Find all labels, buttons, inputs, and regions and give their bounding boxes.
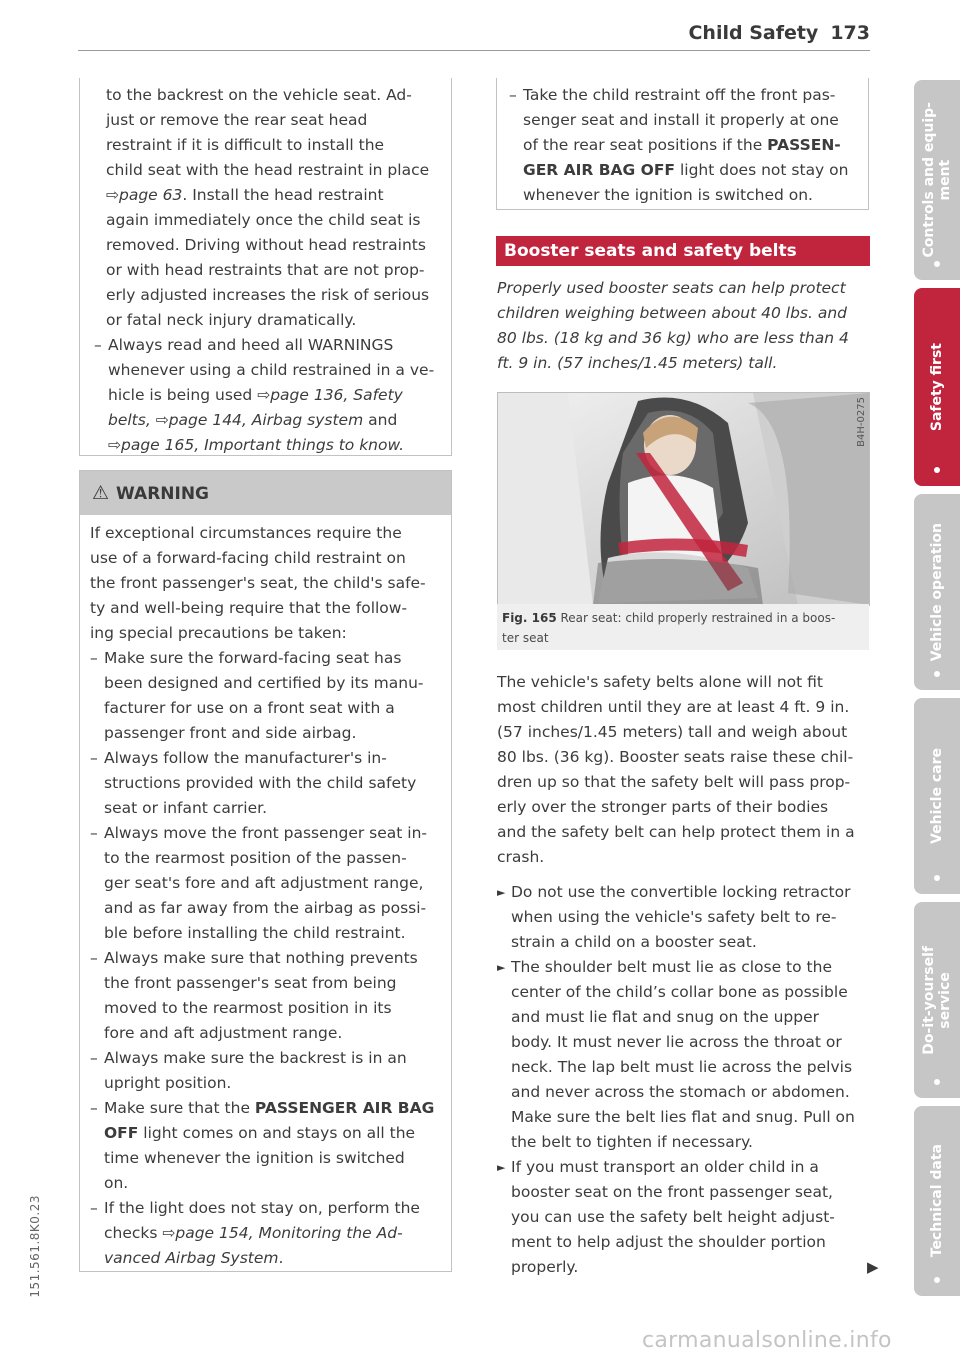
line: ble before installing the child restraint.	[104, 924, 406, 942]
continue-arrow-icon: ▶	[867, 1258, 879, 1276]
section-title: Booster seats and safety belts	[496, 236, 870, 266]
page-ref-144[interactable]: ⇨page 144, Airbag system	[155, 411, 364, 429]
line: structions provided with the child safety	[104, 774, 417, 792]
line: removed. Driving without head restraints	[106, 236, 426, 254]
list-item	[90, 1196, 441, 1271]
line: 80 lbs. (36 kg). Booster seats raise these chil-	[497, 748, 854, 766]
tab-label: Vehicle care	[929, 748, 945, 844]
document-code: 151.561.8K0.23	[28, 1195, 42, 1298]
list-item	[90, 821, 441, 946]
figure-label: Fig. 165	[502, 611, 557, 625]
line: or fatal neck injury dramatically.	[106, 311, 357, 329]
line: ment to help adjust the shoulder portion	[511, 1233, 826, 1251]
line: to the rearmost position of the passen-	[104, 849, 407, 867]
figure-image	[497, 392, 870, 606]
line: Take the child restraint off the front pas-	[523, 86, 836, 104]
line: center of the child’s collar bone as possible	[511, 983, 848, 1001]
and-text: and	[363, 411, 398, 429]
tab-label: Safety first	[929, 342, 945, 432]
tab-controls-and-equipment[interactable]	[914, 80, 960, 280]
line: you can use the safety belt height adjust-	[511, 1208, 835, 1226]
line: (57 inches/1.45 meters) tall and weigh about	[497, 723, 848, 741]
line: and must lie flat and snug on the upper	[511, 1008, 820, 1026]
line: been designed and certified by its manu-	[104, 674, 424, 692]
line: ty and well-being require that the follow-	[90, 599, 408, 617]
line: If the light does not stay on, perform the	[104, 1199, 420, 1217]
tab-label: Technical data	[929, 1144, 945, 1258]
line: ing special precautions be taken:	[90, 624, 347, 642]
bold-text: OFF	[104, 1124, 139, 1142]
line: time whenever the ignition is switched	[104, 1149, 405, 1167]
list-item	[90, 946, 441, 1046]
line: Do not use the convertible locking retractor	[511, 883, 851, 901]
page-ref-136-cont[interactable]: belts,	[108, 411, 151, 429]
line: checks	[104, 1224, 163, 1242]
line: whenever the ignition is switched on.	[523, 186, 813, 204]
bold-text: GER AIR BAG OFF	[523, 161, 676, 179]
tab-technical-data[interactable]	[914, 1106, 960, 1296]
section-name: Child Safety	[688, 22, 819, 44]
warning-title: WARNING	[116, 484, 210, 504]
line: just or remove the rear seat head	[106, 111, 368, 129]
line: and never across the stomach or abdomen.	[511, 1083, 850, 1101]
tab-dot-icon	[934, 875, 940, 881]
line: Make sure that the	[104, 1099, 255, 1117]
line: the front passenger's seat from being	[104, 974, 397, 992]
page-ref-165[interactable]: ⇨page 165, Important things to know.	[108, 436, 405, 454]
line: and as far away from the airbag as possi-	[104, 899, 427, 917]
line: If you must transport an older child in a	[511, 1158, 819, 1176]
tab-do-it-yourself-service[interactable]	[914, 902, 960, 1098]
watermark: carmanualsonline.info	[642, 1328, 892, 1353]
list-item	[90, 1096, 441, 1196]
caption-text: Rear seat: child properly restrained in a boos-	[556, 611, 836, 625]
tab-dot-icon	[934, 467, 940, 473]
line: erly over the stronger parts of their bodies	[497, 798, 829, 816]
line: Always follow the manufacturer's in-	[104, 749, 387, 767]
page-ref-136[interactable]: ⇨page 136, Safety	[257, 386, 403, 404]
line: light comes on and stays on all the	[138, 1124, 416, 1142]
line: Make sure the forward-facing seat has	[104, 649, 402, 667]
line: . Install the head restraint	[182, 186, 384, 204]
line: seat or infant carrier.	[104, 799, 268, 817]
line: If exceptional circumstances require the	[90, 524, 402, 542]
line: The shoulder belt must lie as close to the	[511, 958, 832, 976]
bold-text: PASSENGER AIR BAG	[254, 1099, 435, 1117]
body-paragraph	[497, 670, 869, 870]
booster-seat-illustration	[498, 393, 869, 605]
warning-triangle-icon: ⚠	[92, 482, 110, 504]
line: child seat with the head restraint in place	[106, 161, 430, 179]
tab-dot-icon	[934, 1277, 940, 1283]
line: the front passenger's seat, the child's safe-	[90, 574, 426, 592]
line: ft. 9 in. (57 inches/1.45 meters) tall.	[497, 354, 778, 372]
line: or with head restraints that are not prop-	[106, 261, 425, 279]
page-ref-154[interactable]: ⇨page 154, Monitoring the Ad-	[162, 1224, 403, 1242]
line: when using the vehicle's safety belt to re-	[511, 908, 837, 926]
line: again immediately once the child seat is	[106, 211, 421, 229]
header-rule	[78, 50, 870, 51]
line: whenever using a child restrained in a ve-	[108, 361, 435, 379]
line: dren up so that the safety belt will pass prop-	[497, 773, 851, 791]
tab-vehicle-care[interactable]	[914, 698, 960, 894]
bullet-item	[497, 880, 869, 955]
page-header	[688, 22, 870, 44]
warning-box	[79, 470, 452, 1272]
line: moved to the rearmost position in its	[104, 999, 392, 1017]
line: on.	[104, 1174, 129, 1192]
line: body. It must never lie across the throat or	[511, 1033, 842, 1051]
page-ref-63[interactable]: ⇨page 63	[106, 186, 183, 204]
line: .	[278, 1249, 284, 1267]
tab-label: Controls and equip- ment	[921, 102, 953, 258]
line: and the safety belt can help protect them in a	[497, 823, 855, 841]
tab-dot-icon	[934, 1079, 940, 1085]
bullet-item	[497, 955, 869, 1155]
list-item	[90, 1046, 441, 1096]
line: ger seat's fore and aft adjustment range,	[104, 874, 424, 892]
line: restraint if it is difficult to install the	[106, 136, 385, 154]
line: crash.	[497, 848, 545, 866]
line: strain a child on a booster seat.	[511, 933, 757, 951]
line: properly.	[511, 1258, 579, 1276]
list-item	[90, 646, 441, 746]
line: 80 lbs. (18 kg and 36 kg) who are less than 4	[497, 329, 849, 347]
line: Always read and heed all WARNINGS	[108, 336, 394, 354]
line: neck. The lap belt must lie across the pelvis	[511, 1058, 853, 1076]
tab-vehicle-operation[interactable]	[914, 494, 960, 690]
page-number: 173	[830, 22, 870, 44]
list-item	[509, 83, 856, 208]
line: Always make sure that nothing prevents	[104, 949, 418, 967]
tab-safety-first[interactable]	[914, 288, 960, 486]
line: Make sure the belt lies flat and snug. Pull on	[511, 1108, 855, 1126]
warning-body	[80, 515, 451, 1271]
continued-text-box-right	[496, 78, 869, 210]
caption-text: ter seat	[502, 631, 549, 645]
line: booster seat on the front passenger seat,	[511, 1183, 833, 1201]
line: facturer for use on a front seat with a	[104, 699, 395, 717]
figure-caption	[497, 604, 869, 650]
line: children weighing between about 40 lbs. and	[497, 304, 848, 322]
line: erly adjusted increases the risk of serious	[106, 286, 430, 304]
continued-paragraph	[94, 83, 437, 333]
line: light does not stay on	[675, 161, 849, 179]
continued-text-box	[79, 78, 452, 456]
line: upright position.	[104, 1074, 232, 1092]
line: passenger front and side airbag.	[104, 724, 357, 742]
tab-label: Vehicle operation	[929, 522, 945, 662]
line: the belt to tighten if necessary.	[511, 1133, 753, 1151]
line: use of a forward-facing child restraint on	[90, 549, 406, 567]
tab-dot-icon	[934, 671, 940, 677]
page-ref-154-cont[interactable]: vanced Airbag System	[104, 1249, 279, 1267]
line: most children until they are at least 4 ft. 9 in.	[497, 698, 850, 716]
tab-dot-icon	[934, 261, 940, 267]
line: Properly used booster seats can help protect	[497, 279, 846, 297]
line: of the rear seat positions if the	[523, 136, 768, 154]
line: fore and aft adjustment range.	[104, 1024, 343, 1042]
section-intro	[497, 276, 869, 376]
warning-header	[80, 471, 451, 515]
body-text	[497, 670, 869, 1280]
line: Always make sure the backrest is in an	[104, 1049, 407, 1067]
tab-label: Do-it-yourself service	[921, 945, 953, 1055]
list-item	[90, 746, 441, 821]
line: to the backrest on the vehicle seat. Ad-	[106, 86, 412, 104]
line: hicle is being used	[108, 386, 258, 404]
warning-intro	[90, 521, 441, 646]
figure-code: B4H-0275	[856, 397, 867, 447]
bold-text: PASSEN-	[767, 136, 841, 154]
line: Always move the front passenger seat in-	[104, 824, 428, 842]
line: senger seat and install it properly at one	[523, 111, 839, 129]
list-item	[94, 333, 437, 458]
bullet-item	[497, 1155, 869, 1280]
line: The vehicle's safety belts alone will not fit	[497, 673, 823, 691]
